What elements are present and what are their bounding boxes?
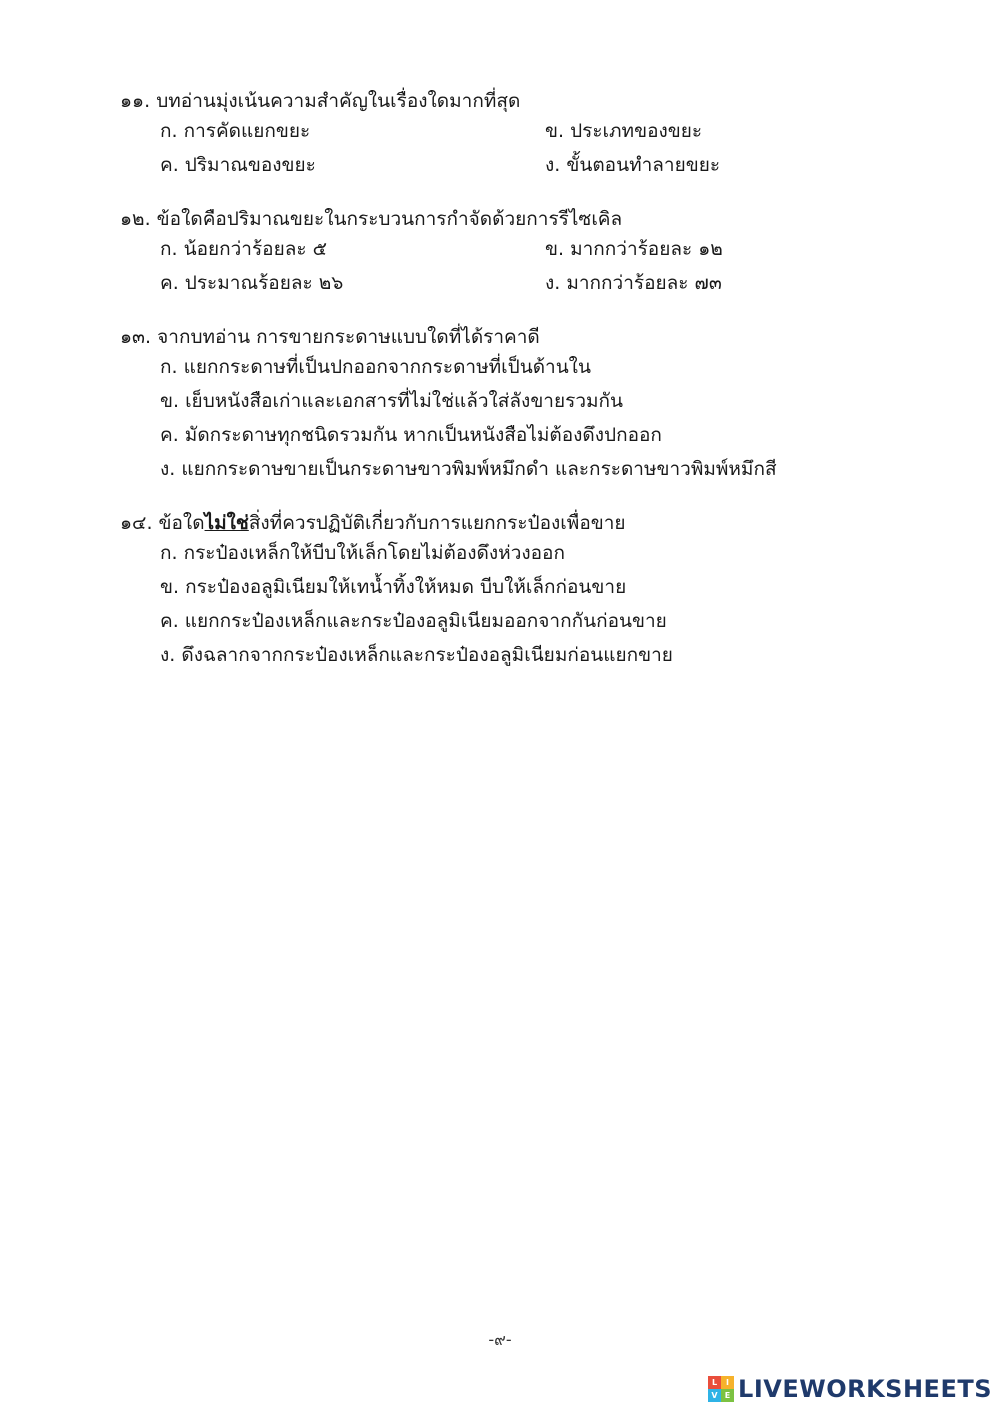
question-11-stem [120,88,940,118]
question-text: ข้อใดคือปริมาณขยะในกระบวนการกำจัดด้วยการรีไซเคิล [156,208,623,230]
option-b[interactable]: ข. เย็บหนังสือเก่าและเอกสารที่ไม่ใช่แล้วใส่ลังขายรวมกัน [160,390,624,412]
option-a[interactable]: ก. การคัดแยกขยะ [160,120,311,142]
option-b[interactable]: ข. มากกว่าร้อยละ ๑๒ [545,238,723,260]
brand-logo-letter: V [708,1389,721,1402]
option-d[interactable]: ง. แยกกระดาษขายเป็นกระดาษขาวพิมพ์หมึกดำ และกระดาษขาวพิมพ์หมึกสี [160,458,777,480]
question-text-emphasis: ไม่ใช่ [204,512,249,534]
question-text [159,512,626,534]
option-d[interactable]: ง. ดึงฉลากจากกระป๋องเหล็กและกระป๋องอลูมิเนียมก่อนแยกขาย [160,644,673,666]
option-a[interactable]: ก. แยกกระดาษที่เป็นปกออกจากกระดาษที่เป็นด้านใน [160,356,591,378]
brand-logo-letter: I [721,1376,734,1389]
brand-name: LIVEWORKSHEETS [738,1375,992,1403]
brand-logo-letter: E [721,1389,734,1402]
question-12 [120,206,940,304]
option-b[interactable]: ข. ประเภทของขยะ [545,120,703,142]
question-12-stem [120,206,940,236]
option-b[interactable]: ข. กระป๋องอลูมิเนียมให้เทน้ำทิ้งให้หมด บีบให้เล็กก่อนขาย [160,576,627,598]
option-d[interactable]: ง. มากกว่าร้อยละ ๗๓ [545,272,722,294]
question-text: บทอ่านมุ่งเน้นความสำคัญในเรื่องใดมากที่สุด [156,90,521,112]
option-c[interactable]: ค. แยกกระป๋องเหล็กและกระป๋องอลูมิเนียมออกจากกันก่อนขาย [160,610,667,632]
question-number: ๑๑. [120,90,151,112]
question-text: จากบทอ่าน การขายกระดาษแบบใดที่ได้ราคาดี [157,326,540,348]
question-number: ๑๒. [120,208,151,230]
option-a[interactable]: ก. น้อยกว่าร้อยละ ๕ [160,238,327,260]
liveworksheets-logo [708,1373,992,1405]
question-13 [120,324,940,490]
question-text-after: สิ่งที่ควรปฏิบัติเกี่ยวกับการแยกกระป๋องเพื่อขาย [248,512,626,534]
question-number: ๑๓. [120,326,152,348]
option-a[interactable]: ก. กระป๋องเหล็กให้บีบให้เล็กโดยไม่ต้องดึงห่วงออก [160,542,565,564]
option-c[interactable]: ค. ปริมาณของขยะ [160,154,316,176]
question-number: ๑๔. [120,512,153,534]
question-14 [120,510,940,676]
question-11 [120,88,940,186]
options-row-2 [120,152,940,186]
options-row-1 [120,236,940,270]
options-row-1 [120,118,940,152]
question-13-stem [120,324,940,354]
option-d[interactable]: ง. ขั้นตอนทำลายขยะ [545,154,721,176]
brand-logo-icon [708,1376,734,1402]
question-text-before: ข้อใด [158,512,205,534]
option-c[interactable]: ค. ประมาณร้อยละ ๒๖ [160,272,344,294]
option-c[interactable]: ค. มัดกระดาษทุกชนิดรวมกัน หากเป็นหนังสือไม่ต้องดึงปกออก [160,424,662,446]
page-number: -๙- [488,1330,512,1349]
options-row-2 [120,270,940,304]
brand-logo-letter: L [708,1376,721,1389]
question-14-stem [120,510,940,540]
